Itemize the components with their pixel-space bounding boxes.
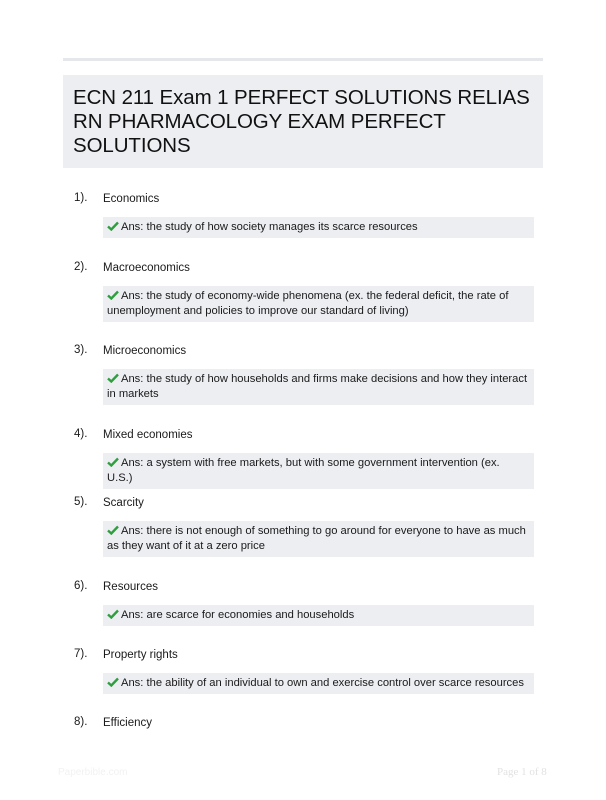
answer-box <box>103 217 534 238</box>
page-title: ECN 211 Exam 1 PERFECT SOLUTIONS RELIAS RN PHARMACOLOGY EXAM PERFECT SOLUTIONS <box>73 86 530 157</box>
answer-text: Ans: a system with free markets, but with some government intervention (ex. U.S.) <box>107 457 500 484</box>
answer-text: Ans: the ability of an individual to own and exercise control over scarce resources <box>121 677 524 689</box>
answer-text: Ans: are scarce for economies and households <box>121 609 355 621</box>
question-number: 5). <box>74 496 88 508</box>
answer-text: Ans: there is not enough of something to go around for everyone to have as much as they want of it at a zero price <box>107 525 526 552</box>
question-term: Microeconomics <box>103 345 187 357</box>
check-icon <box>107 221 119 231</box>
question-number: 7). <box>74 648 88 660</box>
check-icon <box>107 457 119 467</box>
answer-text: Ans: the study of how society manages its scarce resources <box>121 221 418 233</box>
answer-box <box>103 605 534 626</box>
answer-box <box>103 369 534 405</box>
check-icon <box>107 290 119 300</box>
answer-box <box>103 673 534 694</box>
question-number: 2). <box>74 261 88 273</box>
question-term: Scarcity <box>103 497 144 509</box>
check-icon <box>107 373 119 383</box>
question-number: 3). <box>74 344 88 356</box>
answer-box <box>103 521 534 557</box>
question-term: Macroeconomics <box>103 262 190 274</box>
question-number: 6). <box>74 580 88 592</box>
question-number: 4). <box>74 428 88 440</box>
question-number: 8). <box>74 716 88 728</box>
answer-box <box>103 453 534 489</box>
check-icon <box>107 525 119 535</box>
answer-text: Ans: the study of economy-wide phenomena (ex. the federal deficit, the rate of unemployment and policies to improve our standard of living) <box>107 290 509 317</box>
page-number: Page 1 of 8 <box>497 766 547 778</box>
check-icon <box>107 609 119 619</box>
question-number: 1). <box>74 192 88 204</box>
footer-watermark: Paperbible.com <box>58 767 128 778</box>
answer-box <box>103 286 534 322</box>
answer-text: Ans: the study of how households and firms make decisions and how they interact in markets <box>107 373 528 400</box>
question-term: Efficiency <box>103 717 153 729</box>
question-term: Resources <box>103 581 158 593</box>
question-term: Property rights <box>103 649 178 661</box>
question-term: Mixed economies <box>103 429 193 441</box>
question-term: Economics <box>103 193 160 205</box>
check-icon <box>107 677 119 687</box>
